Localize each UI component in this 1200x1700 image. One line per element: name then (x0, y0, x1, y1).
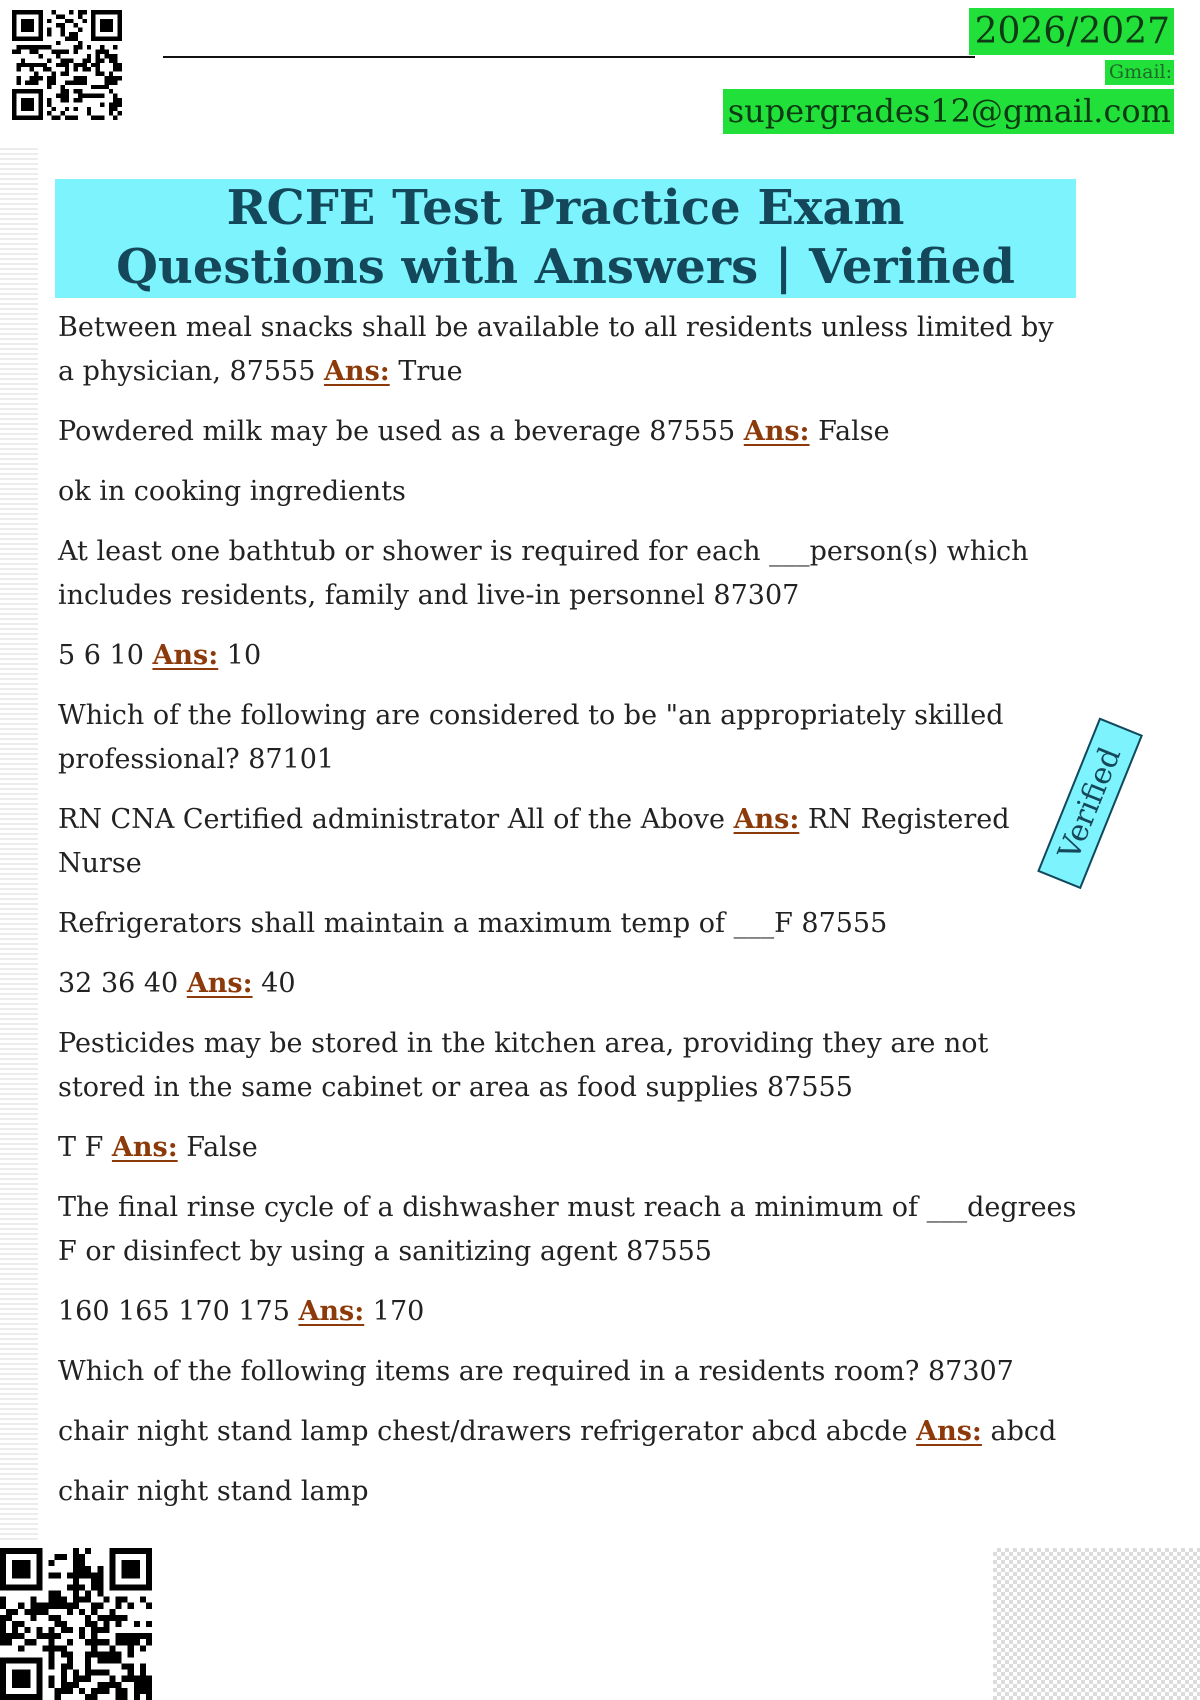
question-text: Powdered milk may be used as a beverage 87555 (58, 416, 744, 447)
question-text: ok in cooking ingredients (58, 476, 406, 507)
question-text: Between meal snacks shall be available to all residents unless limited by a physician, 87555 (58, 312, 1054, 387)
answer-label: Ans: (152, 640, 219, 671)
answer-label: Ans: (733, 804, 800, 835)
contact-email[interactable]: supergrades12@gmail.com (723, 89, 1174, 134)
answer-value: False (177, 1132, 258, 1163)
answer-label: Ans: (186, 968, 253, 999)
question-text: 160 165 170 175 (58, 1296, 299, 1327)
question-text: 32 36 40 (58, 968, 187, 999)
question-text: At least one bathtub or shower is required for each ___person(s) which includes residents, family and live-in personnel 87307 (58, 536, 1029, 611)
question-text: The final rinse cycle of a dishwasher must reach a minimum of ___degrees F or disinfect by using a sanitizing agent 87555 (58, 1192, 1077, 1267)
left-margin-strip (0, 145, 38, 1540)
qa-item (58, 410, 1078, 454)
qa-item (58, 1022, 1078, 1110)
qa-item (58, 1350, 1078, 1394)
question-text: 5 6 10 (58, 640, 153, 671)
answer-value: 40 (252, 968, 296, 999)
qa-item (58, 1470, 1078, 1514)
qa-item (58, 1126, 1078, 1170)
answer-value: 10 (218, 640, 262, 671)
answer-value: RN Registered Nurse (58, 804, 1010, 879)
question-text: Refrigerators shall maintain a maximum temp of ___F 87555 (58, 908, 888, 939)
answer-value: True (389, 356, 463, 387)
qa-item (58, 962, 1078, 1006)
answer-value: False (809, 416, 890, 447)
question-text: Which of the following are considered to be "an appropriately skilled professional? 87101 (58, 700, 1004, 775)
qa-item (58, 1290, 1078, 1334)
qa-item (58, 634, 1078, 678)
qa-item (58, 694, 1078, 782)
title-line-1: RCFE Test Practice Exam (226, 180, 905, 236)
document-title (55, 179, 1076, 298)
answer-label: Ans: (323, 356, 390, 387)
qr-code-icon (12, 10, 122, 120)
answer-label: Ans: (111, 1132, 178, 1163)
question-text: Which of the following items are required in a residents room? 87307 (58, 1356, 1014, 1387)
answer-label: Ans: (298, 1296, 365, 1327)
year-badge: 2026/2027 (969, 8, 1174, 55)
verified-stamp: Verified (1037, 718, 1143, 889)
question-text: T F (58, 1132, 112, 1163)
question-text: chair night stand lamp (58, 1476, 369, 1507)
question-text: RN CNA Certified administrator All of the Above (58, 804, 734, 835)
qa-item (58, 306, 1078, 394)
qa-item (58, 470, 1078, 514)
question-text: Pesticides may be stored in the kitchen area, providing they are not stored in the same cabinet or area as food supplies 87555 (58, 1028, 989, 1103)
answer-label: Ans: (743, 416, 810, 447)
answer-label: Ans: (916, 1416, 982, 1447)
answer-value: 170 (364, 1296, 425, 1327)
qa-item (58, 530, 1078, 618)
qa-item (58, 1410, 1078, 1454)
gmail-label: Gmail: (1105, 60, 1174, 85)
question-list (58, 306, 1078, 1530)
question-text: chair night stand lamp chest/drawers refrigerator abcd abcde (58, 1416, 917, 1447)
checkerboard-pattern (993, 1548, 1200, 1700)
header-rule-line (163, 56, 975, 58)
qr-code-icon (0, 1548, 152, 1700)
answer-value: abcd (981, 1416, 1057, 1447)
qa-item (58, 798, 1078, 886)
qa-item (58, 902, 1078, 946)
qa-item (58, 1186, 1078, 1274)
title-line-2: Questions with Answers | Verified (116, 239, 1015, 295)
